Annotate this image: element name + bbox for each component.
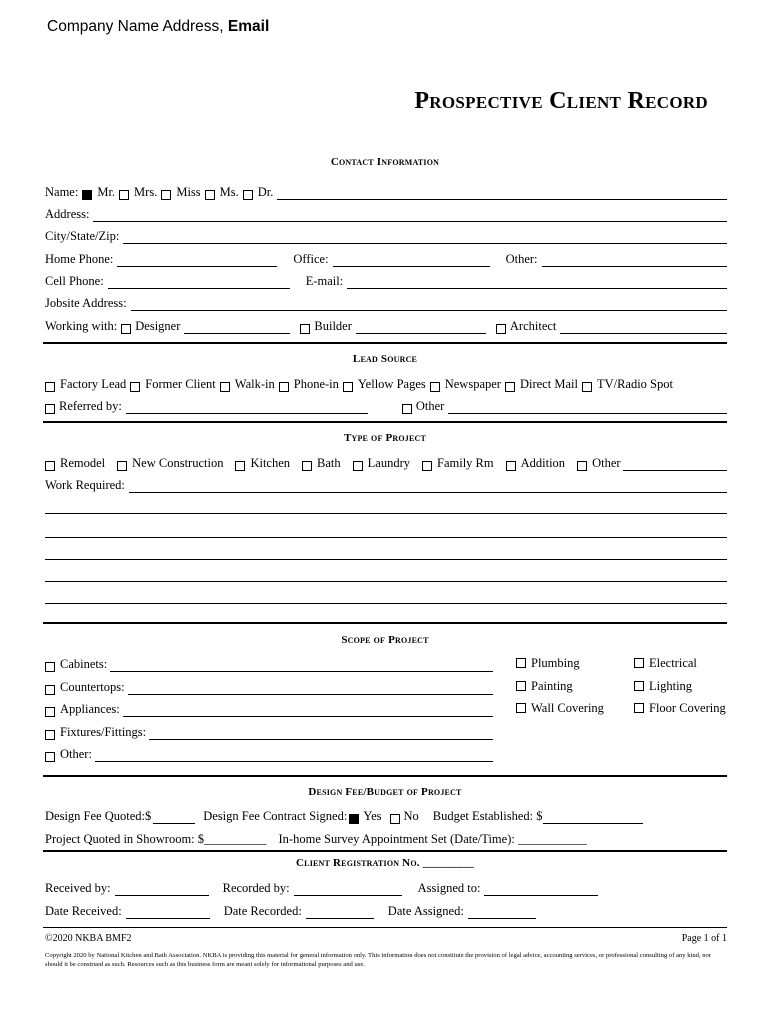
recorded-by-label: Recorded by:	[222, 881, 290, 895]
address-row	[45, 206, 727, 222]
architect-field[interactable]	[560, 321, 727, 334]
scope-option-electrical[interactable]: Electrical	[634, 656, 726, 672]
title-option-mrs[interactable]: Mrs.	[119, 185, 157, 200]
referred-field[interactable]	[126, 401, 368, 414]
jobsite-field[interactable]	[131, 298, 727, 311]
date-assigned-field[interactable]	[468, 906, 536, 919]
recorded-by-field[interactable]	[294, 883, 402, 896]
project-option-addition[interactable]: Addition	[506, 456, 565, 471]
dates-row	[45, 903, 536, 919]
scope-option-floor-covering[interactable]: Floor Covering	[634, 701, 726, 717]
scope-middle-column	[516, 656, 604, 717]
divider	[43, 775, 727, 777]
date-received-field[interactable]	[126, 906, 210, 919]
work-required-line[interactable]	[45, 581, 727, 582]
checkbox-designer[interactable]	[121, 324, 131, 334]
scope-left-column	[45, 656, 493, 762]
project-option-remodel[interactable]: Remodel	[45, 456, 105, 471]
lead-option-factory-lead[interactable]: Factory Lead	[45, 377, 126, 392]
title-option-dr[interactable]: Dr.	[243, 185, 274, 200]
scope-heading: Scope of Project	[341, 634, 429, 646]
appliances-field[interactable]	[123, 704, 493, 717]
checkbox-laundry[interactable]	[353, 461, 363, 471]
footer-code: ©2020 NKBA BMF2	[45, 933, 132, 944]
checkbox-project-other[interactable]	[577, 461, 587, 471]
checkbox-new-construction[interactable]	[117, 461, 127, 471]
scope-countertops-row: Countertops:	[45, 679, 493, 695]
work-required-line[interactable]	[45, 513, 727, 514]
checkbox-wall-covering[interactable]	[516, 703, 526, 713]
citystatezip-row	[45, 228, 727, 244]
divider	[43, 850, 727, 852]
company-header	[47, 18, 269, 36]
cabinets-field[interactable]	[110, 659, 493, 672]
checkbox-kitchen[interactable]	[235, 461, 245, 471]
checkbox-electrical[interactable]	[634, 658, 644, 668]
checkbox-remodel[interactable]	[45, 461, 55, 471]
other-phone-label: Other:	[505, 252, 538, 266]
registration-heading: Client Registration No. _________	[296, 857, 474, 869]
email-label: E-mail:	[305, 274, 344, 288]
address-label: Address:	[45, 207, 90, 221]
received-by-label: Received by:	[45, 881, 111, 895]
checkbox-contract-yes[interactable]	[349, 814, 359, 824]
countertops-field[interactable]	[128, 682, 493, 695]
checkbox-architect[interactable]	[496, 324, 506, 334]
scope-option-painting[interactable]: Painting	[516, 679, 604, 695]
work-required-field[interactable]	[129, 480, 727, 493]
lead-option-newspaper[interactable]: Newspaper	[430, 377, 501, 392]
checkbox-family-rm[interactable]	[422, 461, 432, 471]
lead-option-walk-in[interactable]: Walk-in	[220, 377, 275, 392]
checkbox-miss[interactable]	[161, 190, 171, 200]
received-by-field[interactable]	[115, 883, 209, 896]
checkbox-dr[interactable]	[243, 190, 253, 200]
designer-field[interactable]	[184, 321, 290, 334]
checkbox-direct-mail[interactable]	[505, 382, 515, 392]
lead-option-yellow-pages[interactable]: Yellow Pages	[343, 377, 426, 392]
scope-other-field[interactable]	[95, 749, 493, 762]
referred-label: Referred by:	[59, 399, 122, 413]
lead-source-options	[45, 376, 727, 392]
scope-right-column	[634, 656, 726, 717]
project-option-other[interactable]: Other	[577, 456, 620, 471]
checkbox-painting[interactable]	[516, 681, 526, 691]
other-phone-field[interactable]	[542, 254, 727, 267]
checkbox-addition[interactable]	[506, 461, 516, 471]
working-with-label: Working with:	[45, 319, 118, 333]
project-option-family-rm[interactable]: Family Rm	[422, 456, 494, 471]
scope-option-wall-covering[interactable]: Wall Covering	[516, 701, 604, 717]
date-assigned-label: Date Assigned:	[387, 904, 464, 918]
checkbox-fixtures[interactable]	[45, 730, 55, 740]
home-phone-label: Home Phone:	[45, 252, 114, 266]
fee-row	[45, 808, 643, 824]
title-option-ms[interactable]: Ms.	[205, 185, 239, 200]
date-recorded-label: Date Recorded:	[223, 904, 302, 918]
divider	[43, 622, 727, 624]
date-recorded-field[interactable]	[306, 906, 374, 919]
lead-other-field[interactable]	[448, 401, 727, 414]
showroom-row	[45, 831, 591, 847]
architect-label: Architect	[509, 319, 557, 333]
company-email: Email	[227, 18, 270, 35]
fee-quoted-field[interactable]	[153, 811, 195, 824]
checkbox-phone-in[interactable]	[279, 382, 289, 392]
email-field[interactable]	[347, 276, 727, 289]
checkbox-lighting[interactable]	[634, 681, 644, 691]
scope-fixtures-row: Fixtures/Fittings:	[45, 724, 493, 740]
name-row	[45, 184, 727, 200]
work-required-line[interactable]	[45, 603, 727, 604]
showroom-label[interactable]: Project Quoted in Showroom: $__________	[45, 832, 267, 846]
project-option-bath[interactable]: Bath	[302, 456, 341, 471]
footer-divider	[43, 927, 727, 928]
work-required-line[interactable]	[45, 537, 727, 538]
checkbox-mrs[interactable]	[119, 190, 129, 200]
lead-option-direct-mail[interactable]: Direct Mail	[505, 377, 578, 392]
received-row	[45, 880, 598, 896]
cell-email-row	[45, 273, 727, 289]
project-option-laundry[interactable]: Laundry	[353, 456, 410, 471]
checkbox-ms[interactable]	[205, 190, 215, 200]
work-required-row	[45, 477, 727, 493]
checkbox-tv-radio[interactable]	[582, 382, 592, 392]
footer-page-number: Page 1 of 1	[681, 933, 727, 944]
cell-phone-field[interactable]	[108, 276, 290, 289]
scope-option-plumbing[interactable]: Plumbing	[516, 656, 604, 672]
work-required-label: Work Required:	[45, 478, 125, 492]
budget-heading: Design Fee/Budget of Project	[308, 786, 462, 798]
budget-established-field[interactable]	[543, 811, 643, 824]
checkbox-plumbing[interactable]	[516, 658, 526, 668]
checkbox-floor-covering[interactable]	[634, 703, 644, 713]
lead-option-former-client[interactable]: Former Client	[130, 377, 215, 392]
checkbox-contract-no[interactable]	[390, 814, 400, 824]
phone-row	[45, 251, 727, 267]
lead-option-tv-radio[interactable]: TV/Radio Spot	[582, 377, 673, 392]
address-field[interactable]	[93, 209, 727, 222]
checkbox-scope-other[interactable]	[45, 752, 55, 762]
fee-quoted-label: Design Fee Quoted:$	[45, 809, 152, 823]
office-label: Office:	[293, 252, 329, 266]
footer-copyright: Copyright 2020 by National Kitchen and Bath Association. NKBA is providing this material for general information only. This information does not constitute the provision of legal advice, accounting services, or professional consulting of any kind, nor should it be construed as such. Resources such as this business form are meant solely for informational purposes and use.	[45, 952, 712, 968]
contract-no-label: No	[403, 809, 419, 823]
checkbox-cabinets[interactable]	[45, 662, 55, 672]
citystatezip-field[interactable]	[123, 231, 727, 244]
title-option-mr[interactable]: Mr.	[82, 185, 115, 200]
company-name-address: Company Name Address,	[47, 18, 228, 35]
name-field[interactable]	[277, 187, 727, 200]
work-required-line[interactable]	[45, 559, 727, 560]
cell-phone-label: Cell Phone:	[45, 274, 104, 288]
scope-cabinets-row: Cabinets:	[45, 656, 493, 672]
contract-yes-label: Yes	[363, 809, 382, 823]
builder-field[interactable]	[356, 321, 486, 334]
working-with-row	[45, 318, 727, 334]
checkbox-factory-lead[interactable]	[45, 382, 55, 392]
title-option-miss[interactable]: Miss	[161, 185, 200, 200]
builder-label: Builder	[314, 319, 352, 333]
contact-section-heading: Contact Information	[330, 156, 440, 168]
checkbox-yellow-pages[interactable]	[343, 382, 353, 392]
divider	[43, 421, 727, 423]
contract-signed-label: Design Fee Contract Signed:	[203, 809, 348, 823]
scope-other-row: Other:	[45, 746, 493, 762]
survey-label[interactable]: In-home Survey Appointment Set (Date/Time): ___________	[278, 832, 587, 846]
project-option-kitchen[interactable]: Kitchen	[235, 456, 290, 471]
checkbox-bath[interactable]	[302, 461, 312, 471]
office-phone-field[interactable]	[333, 254, 490, 267]
jobsite-row	[45, 295, 727, 311]
checkbox-mr[interactable]	[82, 190, 92, 200]
project-option-new-construction[interactable]: New Construction	[117, 456, 223, 471]
lead-other-label: Other	[415, 399, 445, 413]
scope-option-lighting[interactable]: Lighting	[634, 679, 726, 695]
scope-appliances-row: Appliances:	[45, 701, 493, 717]
page-title: Prospective Client Record	[414, 88, 708, 114]
project-type-options	[45, 455, 727, 471]
designer-label: Designer	[135, 319, 181, 333]
project-other-field[interactable]	[623, 458, 727, 471]
checkbox-countertops[interactable]	[45, 685, 55, 695]
home-phone-field[interactable]	[117, 254, 277, 267]
citystatezip-label: City/State/Zip:	[45, 229, 120, 243]
checkbox-walk-in[interactable]	[220, 382, 230, 392]
assigned-to-label: Assigned to:	[417, 881, 481, 895]
lead-source-heading: Lead Source	[352, 353, 418, 365]
name-label: Name:	[45, 185, 79, 199]
fixtures-field[interactable]	[149, 727, 493, 740]
lead-option-phone-in[interactable]: Phone-in	[279, 377, 339, 392]
assigned-to-field[interactable]	[484, 883, 598, 896]
checkbox-builder[interactable]	[300, 324, 310, 334]
divider	[43, 342, 727, 344]
checkbox-referred[interactable]	[45, 404, 55, 414]
checkbox-lead-other[interactable]	[402, 404, 412, 414]
type-of-project-heading: Type of Project	[343, 432, 427, 444]
budget-established-label: Budget Established: $	[432, 809, 543, 823]
date-received-label: Date Received:	[45, 904, 122, 918]
referred-row	[45, 398, 727, 414]
checkbox-appliances[interactable]	[45, 707, 55, 717]
jobsite-label: Jobsite Address:	[45, 296, 127, 310]
checkbox-newspaper[interactable]	[430, 382, 440, 392]
checkbox-former-client[interactable]	[130, 382, 140, 392]
